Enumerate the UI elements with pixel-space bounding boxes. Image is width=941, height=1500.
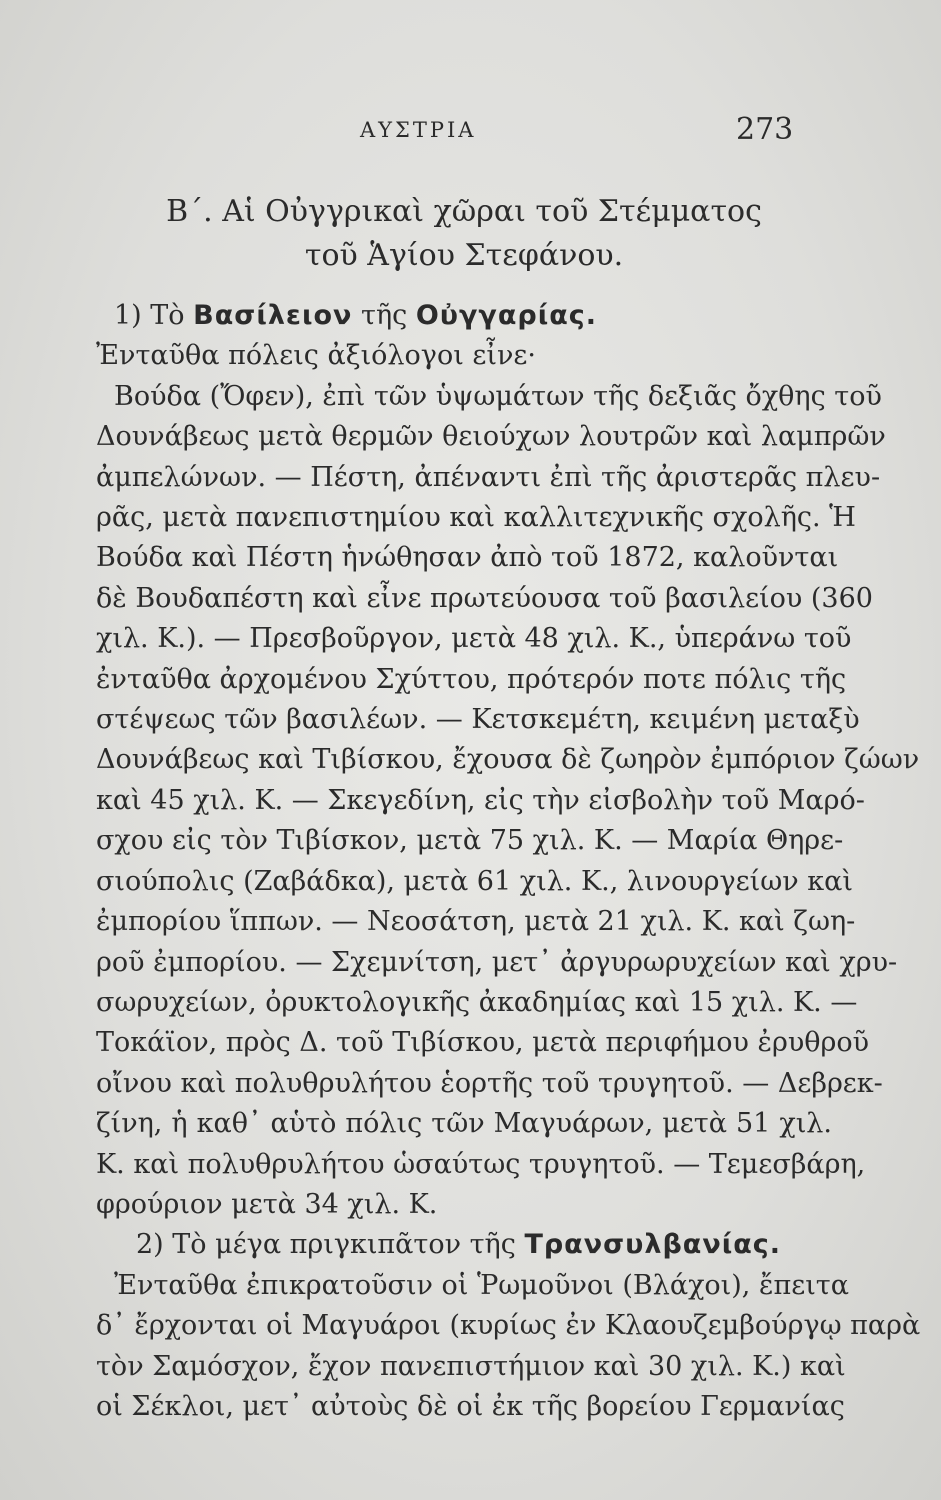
text-line: οἴνου καὶ πολυθρυλήτου ἑορτῆς τοῦ τρυγητοῦ. — Δεβρεκ- — [96, 1067, 883, 1099]
subsection-1-title-prefix: 1) Τὸ — [114, 300, 185, 331]
text-line: ἐνταῦθα ἀρχομένου Σχύττου, πρότερόν ποτε πόλις τῆς — [96, 663, 847, 695]
running-title: ΑΥΣΤΡΙΑ — [360, 118, 477, 142]
subsection-1-title-bold: Βασίλειον — [193, 300, 353, 331]
page-number: 273 — [736, 112, 794, 147]
text-line: Κ. καὶ πολυθρυλήτου ὡσαύτως τρυγητοῦ. — Τεμεσβάρη, — [96, 1148, 866, 1180]
page-body — [96, 190, 921, 1427]
section-heading-line-2: τοῦ Ἁγίου Στεφάνου. — [304, 238, 624, 273]
text-line: τὸν Σαμόσχον, ἔχον πανεπιστήμιον καὶ 30 χιλ. Κ.) καὶ — [96, 1350, 846, 1382]
text-line: Τοκάϊον, πρὸς Δ. τοῦ Τιβίσκου, μετὰ περιφήμου ἐρυθροῦ — [96, 1027, 870, 1059]
text-line: ζίνη, ἡ καθ᾽ αὑτὸ πόλις τῶν Μαγυάρων, μετὰ 51 χιλ. — [96, 1108, 832, 1140]
text-line: στέψεως τῶν βασιλέων. — Κετσκεμέτη, κειμένη μεταξὺ — [96, 704, 860, 736]
text-line: δ᾽ ἔρχονται οἱ Μαγυάροι (κυρίως ἐν Κλαουζεμβούργῳ παρὰ — [96, 1310, 921, 1342]
text-line: Ἐνταῦθα ἐπικρατοῦσιν οἱ Ῥωμοῦνοι (Βλάχοι), ἔπειτα — [114, 1269, 849, 1301]
text-line: οἱ Σέκλοι, μετ᾽ αὐτοὺς δὲ οἱ ἐκ τῆς βορείου Γερμανίας — [96, 1390, 845, 1422]
text-line: ροῦ ἐμπορίου. — Σχεμνίτση, μετ᾽ ἀργυρωρυχείων καὶ χρυ- — [96, 946, 898, 978]
text-line: Ἐνταῦθα πόλεις ἀξιόλογοι εἶνε· — [96, 340, 536, 372]
text-line: Δουνάβεως καὶ Τιβίσκου, ἔχουσα δὲ ζωηρὸν ἐμπόριον ζώων — [96, 744, 920, 776]
page-header — [0, 112, 941, 152]
text-line: ἐμπορίου ἵππων. — Νεοσάτση, μετὰ 21 χιλ. Κ. καὶ ζωη- — [96, 906, 856, 938]
section-heading-line-1: Β΄. Αἱ Οὐγγρικαὶ χῶραι τοῦ Στέμματος — [166, 194, 762, 229]
text-line: χιλ. Κ.). — Πρεσβοῦργον, μετὰ 48 χιλ. Κ., ὑπεράνω τοῦ — [96, 623, 852, 655]
subsection-2-title-prefix: 2) Τὸ μέγα πριγκιπᾶτον τῆς — [136, 1229, 516, 1261]
text-line: φρούριον μετὰ 34 χιλ. Κ. — [96, 1188, 438, 1220]
text-line: Βούδα (Ὄφεν), ἐπὶ τῶν ὑψωμάτων τῆς δεξιᾶς ὄχθης τοῦ — [114, 380, 882, 412]
text-line: σιούπολις (Ζαβάδκα), μετὰ 61 χιλ. Κ., λινουργείων καὶ — [96, 865, 853, 897]
text-line: ρᾶς, μετὰ πανεπιστημίου καὶ καλλιτεχνικῆς σχολῆς. Ἡ — [96, 502, 856, 534]
subsection-2-title-bold: Τρανσυλβανίας. — [524, 1229, 782, 1261]
subsection-2-title — [96, 1225, 832, 1265]
text-line: σχου εἰς τὸν Τιβίσκον, μετὰ 75 χιλ. Κ. — Μαρία Θηρε- — [96, 825, 844, 857]
subsection-1-title-bold2: Οὐγγαρίας. — [415, 300, 598, 331]
text-line: σωρυχείων, ὀρυκτολογικῆς ἀκαδημίας καὶ 15 χιλ. Κ. — — [96, 986, 858, 1018]
text-line: Δουνάβεως μετὰ θερμῶν θειούχων λουτρῶν καὶ λαμπρῶν — [96, 421, 886, 453]
text-line: Βούδα καὶ Πέστη ἡνώθησαν ἀπὸ τοῦ 1872, καλοῦνται — [96, 542, 839, 574]
text-line: δὲ Βουδαπέστη καὶ εἶνε πρωτεύουσα τοῦ βασιλείου (360 — [96, 582, 873, 614]
text-line: ἀμπελώνων. — Πέστη, ἀπέναντι ἐπὶ τῆς ἀριστερᾶς πλευ- — [96, 461, 881, 493]
text-line: καὶ 45 χιλ. Κ. — Σκεγεδίνη, εἰς τὴν εἰσβολὴν τοῦ Μαρό- — [96, 784, 865, 816]
subsection-1-title — [96, 296, 832, 336]
subsection-1-title-middle: τῆς — [361, 300, 408, 331]
